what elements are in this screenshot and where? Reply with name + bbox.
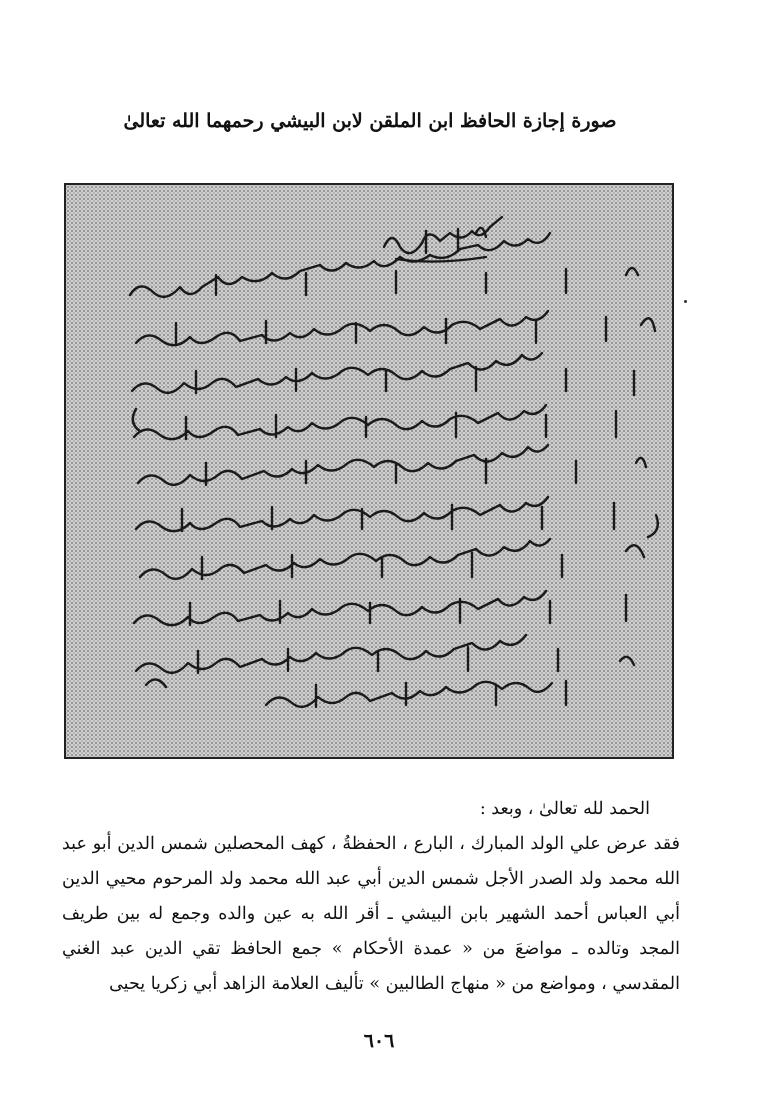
transcription-text [62, 792, 680, 1002]
margin-dot [684, 300, 687, 303]
body-paragraph: فقد عرض علي الولد المبارك ، البارع ، الحفظةُ ، كهف المحصلين شمس الدين أبو عبد الله محمد ولد الصدر الأجل شمس الدين أبي عبد الله محمد ولد المرحوم محيي الدين أبي العباس أحمد الشهير بابن البيشي ـ أقر الله به عين والده وجمع له بين طريف المجد وتالده ـ مواضعَ من « عمدة الأحكام » جمع الحافظ تقي الدين عبد الغني المقدسي ، ومواضع من « منهاج الطالبين » تأليف العلامة الزاهد أبي زكريا يحيى [62, 834, 680, 994]
opening-line: الحمد لله تعالىٰ ، وبعد : [479, 799, 650, 819]
page-number: ٦٠٦ [363, 1030, 395, 1052]
image-caption: صورة إجازة الحافظ ابن الملقن لابن البيشي رحمهما الله تعالىٰ [123, 110, 617, 132]
manuscript-image [64, 183, 674, 759]
handwriting-illustration [66, 185, 672, 757]
